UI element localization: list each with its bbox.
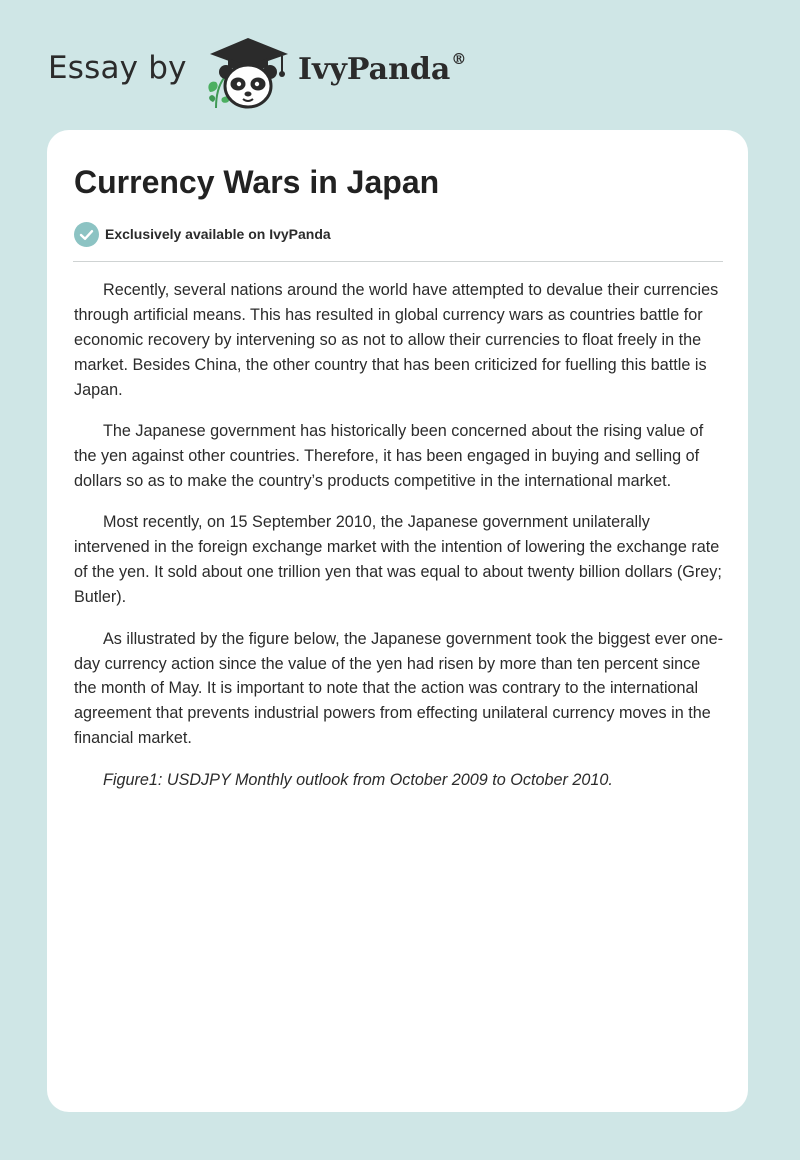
title-divider bbox=[73, 261, 723, 262]
essay-body bbox=[74, 278, 726, 809]
site-header bbox=[48, 30, 748, 110]
check-circle-icon bbox=[74, 222, 99, 247]
essay-by-label: Essay by bbox=[48, 50, 187, 86]
panda-logo-icon[interactable] bbox=[202, 34, 294, 110]
page-title: Currency Wars in Japan bbox=[74, 164, 440, 200]
paragraph: As illustrated by the figure below, the Japanese government took the biggest ever one-day currency action since the value of the yen had risen by more than ten percent since the month of May. It is important to note that the action was contrary to the international agreement that prevents industrial powers from effecting unilateral currency moves in the financial market. bbox=[74, 629, 724, 748]
paragraph: The Japanese government has historically been concerned about the rising value of the yen against other countries. Therefore, it has been engaged in buying and selling of dollars so as to make the country’s products competitive in the international market. bbox=[74, 422, 704, 490]
paragraph: Recently, several nations around the world have attempted to devalue their currencies through artificial means. This has resulted in global currency wars as countries battle for economic recovery by intervening so as not to allow their currencies to float freely in the market. Besides China, the other country that has been criticized for fuelling this battle is Japan. bbox=[74, 281, 719, 399]
exclusive-badge bbox=[74, 221, 331, 247]
brand-name[interactable]: IvyPanda® bbox=[298, 50, 467, 87]
paragraph: Most recently, on 15 September 2010, the Japanese government unilaterally intervened in the foreign exchange market with the intention of lowering the exchange rate of the yen. It sold about one trillion yen that was equal to about twenty billion dollars (Grey; Butler). bbox=[74, 513, 722, 607]
figure-caption: Figure1: USDJPY Monthly outlook from October 2009 to October 2010. bbox=[103, 770, 613, 789]
exclusive-badge-label: Exclusively available on IvyPanda bbox=[105, 226, 331, 242]
registered-mark: ® bbox=[451, 50, 467, 68]
essay-card bbox=[47, 130, 748, 1112]
